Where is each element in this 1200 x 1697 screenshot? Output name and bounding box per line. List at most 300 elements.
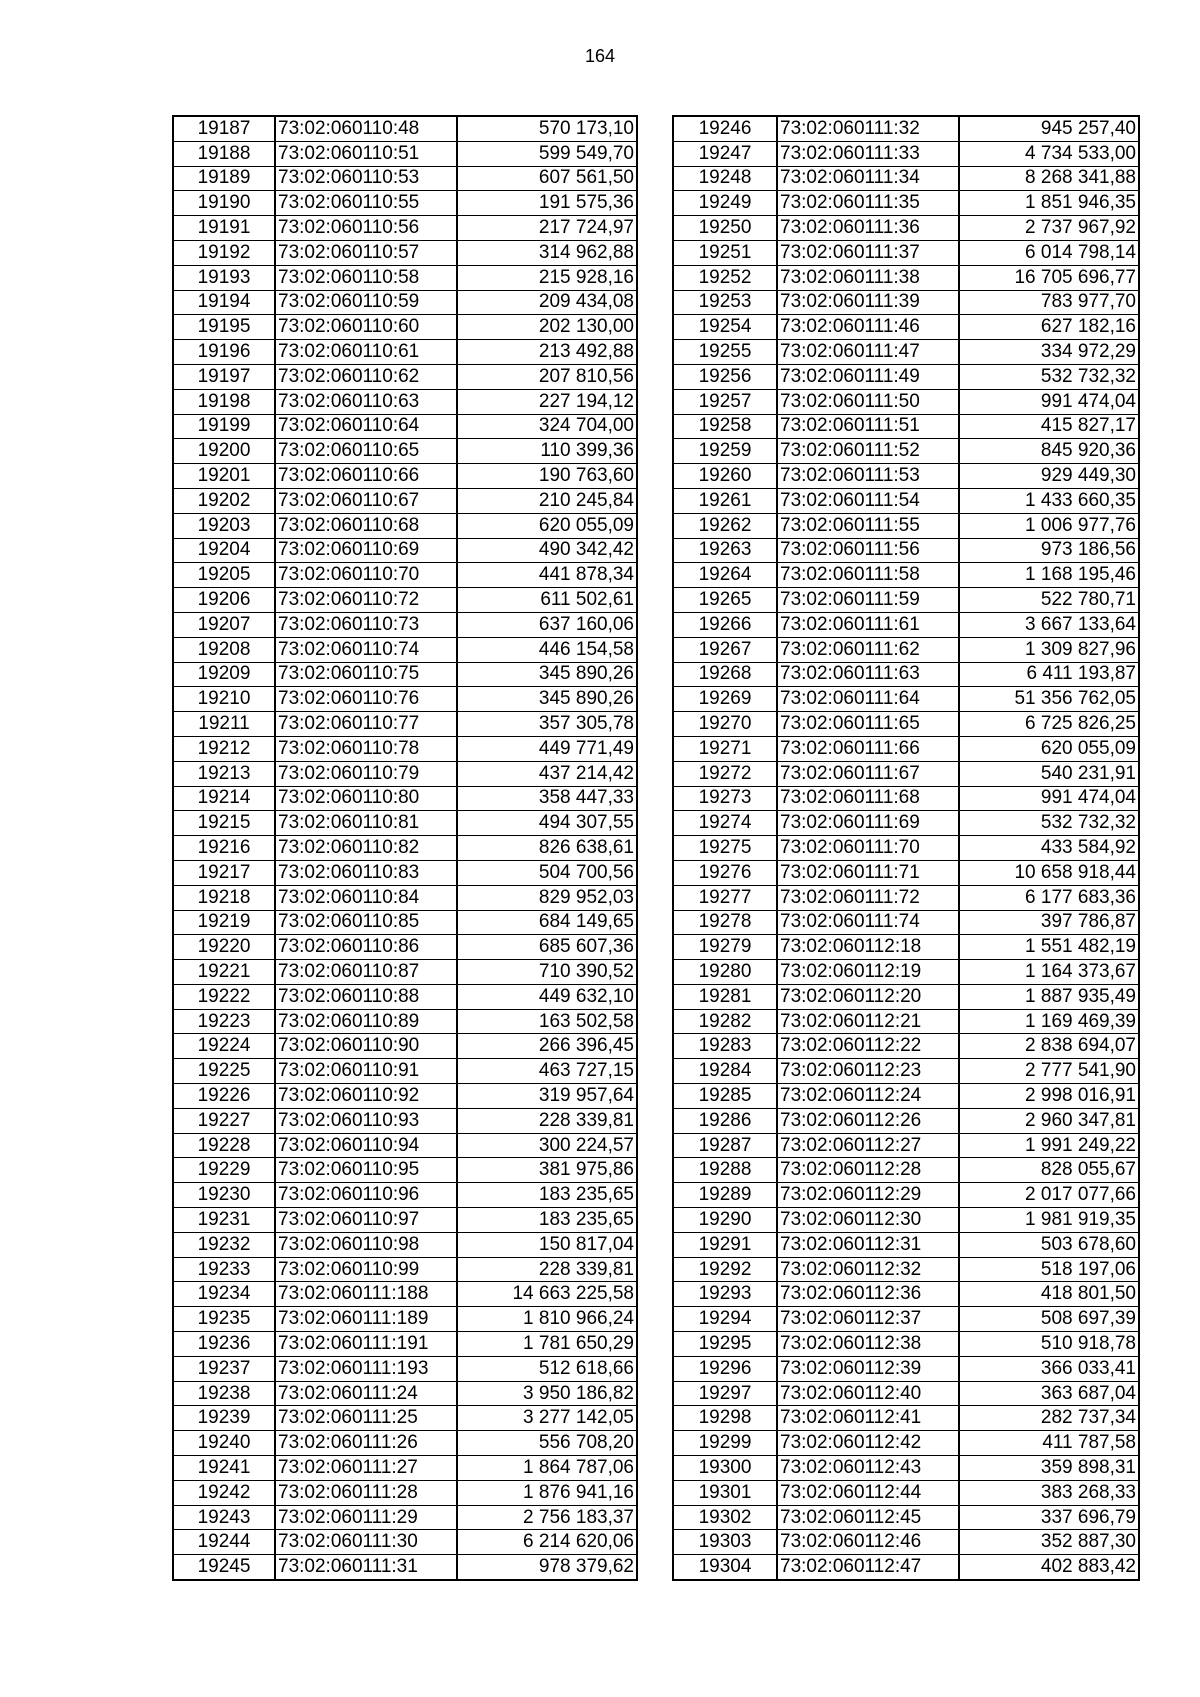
right-table-body xyxy=(673,116,1139,1580)
table-row xyxy=(173,637,637,662)
value-cell: 2 777 541,90 xyxy=(959,1059,1139,1084)
table-row xyxy=(173,1108,637,1133)
row-number-cell: 19299 xyxy=(673,1431,777,1456)
row-number-cell: 19280 xyxy=(673,960,777,985)
table-row xyxy=(673,860,1139,885)
row-number-cell: 19259 xyxy=(673,439,777,464)
row-number-cell: 19273 xyxy=(673,786,777,811)
cadastral-number-cell: 73:02:060110:97 xyxy=(275,1208,457,1233)
cadastral-number-cell: 73:02:060111:70 xyxy=(777,836,959,861)
row-number-cell: 19294 xyxy=(673,1307,777,1332)
cadastral-number-cell: 73:02:060111:30 xyxy=(275,1530,457,1555)
value-cell: 163 502,58 xyxy=(457,1009,637,1034)
value-cell: 1 887 935,49 xyxy=(959,984,1139,1009)
value-cell: 490 342,42 xyxy=(457,538,637,563)
value-cell: 359 898,31 xyxy=(959,1456,1139,1481)
cadastral-number-cell: 73:02:060110:75 xyxy=(275,662,457,687)
table-row xyxy=(673,1505,1139,1530)
cadastral-number-cell: 73:02:060111:50 xyxy=(777,389,959,414)
table-row xyxy=(173,1431,637,1456)
value-cell: 3 950 186,82 xyxy=(457,1381,637,1406)
table-row xyxy=(173,1381,637,1406)
cadastral-number-cell: 73:02:060111:25 xyxy=(275,1406,457,1431)
value-cell: 1 810 966,24 xyxy=(457,1307,637,1332)
value-cell: 215 928,16 xyxy=(457,265,637,290)
row-number-cell: 19296 xyxy=(673,1356,777,1381)
value-cell: 828 055,67 xyxy=(959,1158,1139,1183)
row-number-cell: 19268 xyxy=(673,662,777,687)
value-cell: 522 780,71 xyxy=(959,588,1139,613)
cadastral-number-cell: 73:02:060110:76 xyxy=(275,687,457,712)
row-number-cell: 19287 xyxy=(673,1133,777,1158)
row-number-cell: 19198 xyxy=(173,389,275,414)
table-row xyxy=(673,563,1139,588)
cadastral-number-cell: 73:02:060112:44 xyxy=(777,1480,959,1505)
table-row xyxy=(673,1307,1139,1332)
row-number-cell: 19283 xyxy=(673,1034,777,1059)
row-number-cell: 19269 xyxy=(673,687,777,712)
cadastral-number-cell: 73:02:060112:36 xyxy=(777,1282,959,1307)
table-row xyxy=(173,1232,637,1257)
row-number-cell: 19209 xyxy=(173,662,275,687)
row-number-cell: 19196 xyxy=(173,340,275,365)
table-row xyxy=(673,265,1139,290)
table-row xyxy=(673,538,1139,563)
cadastral-number-cell: 73:02:060110:87 xyxy=(275,960,457,985)
cadastral-number-cell: 73:02:060110:67 xyxy=(275,488,457,513)
row-number-cell: 19292 xyxy=(673,1257,777,1282)
cadastral-number-cell: 73:02:060111:68 xyxy=(777,786,959,811)
table-row xyxy=(673,984,1139,1009)
value-cell: 213 492,88 xyxy=(457,340,637,365)
table-row xyxy=(673,1034,1139,1059)
cadastral-number-cell: 73:02:060110:81 xyxy=(275,811,457,836)
cadastral-number-cell: 73:02:060110:91 xyxy=(275,1059,457,1084)
table-row xyxy=(173,315,637,340)
table-row xyxy=(673,364,1139,389)
cadastral-number-cell: 73:02:060111:27 xyxy=(275,1456,457,1481)
table-row xyxy=(173,885,637,910)
value-cell: 2 737 967,92 xyxy=(959,216,1139,241)
row-number-cell: 19210 xyxy=(173,687,275,712)
row-number-cell: 19298 xyxy=(673,1406,777,1431)
cadastral-number-cell: 73:02:060112:23 xyxy=(777,1059,959,1084)
value-cell: 512 618,66 xyxy=(457,1356,637,1381)
cadastral-number-cell: 73:02:060111:58 xyxy=(777,563,959,588)
table-row xyxy=(673,1406,1139,1431)
value-cell: 449 632,10 xyxy=(457,984,637,1009)
row-number-cell: 19281 xyxy=(673,984,777,1009)
table-row xyxy=(173,389,637,414)
table-row xyxy=(173,1356,637,1381)
value-cell: 978 379,62 xyxy=(457,1555,637,1580)
table-row xyxy=(673,1133,1139,1158)
cadastral-number-cell: 73:02:060111:54 xyxy=(777,488,959,513)
cadastral-number-cell: 73:02:060110:83 xyxy=(275,860,457,885)
table-row xyxy=(673,712,1139,737)
row-number-cell: 19246 xyxy=(673,116,777,141)
row-number-cell: 19267 xyxy=(673,637,777,662)
table-row xyxy=(673,1431,1139,1456)
value-cell: 1 876 941,16 xyxy=(457,1480,637,1505)
table-row xyxy=(173,240,637,265)
value-cell: 357 305,78 xyxy=(457,712,637,737)
table-row xyxy=(673,389,1139,414)
table-row xyxy=(173,216,637,241)
row-number-cell: 19240 xyxy=(173,1431,275,1456)
cadastral-number-cell: 73:02:060112:45 xyxy=(777,1505,959,1530)
table-row xyxy=(173,1133,637,1158)
table-row xyxy=(673,1108,1139,1133)
row-number-cell: 19297 xyxy=(673,1381,777,1406)
value-cell: 319 957,64 xyxy=(457,1084,637,1109)
value-cell: 228 339,81 xyxy=(457,1257,637,1282)
cadastral-number-cell: 73:02:060112:38 xyxy=(777,1332,959,1357)
table-row xyxy=(673,414,1139,439)
table-row xyxy=(173,191,637,216)
row-number-cell: 19222 xyxy=(173,984,275,1009)
cadastral-number-cell: 73:02:060112:47 xyxy=(777,1555,959,1580)
cadastral-number-cell: 73:02:060110:55 xyxy=(275,191,457,216)
row-number-cell: 19194 xyxy=(173,290,275,315)
value-cell: 183 235,65 xyxy=(457,1183,637,1208)
row-number-cell: 19256 xyxy=(673,364,777,389)
value-cell: 504 700,56 xyxy=(457,860,637,885)
cadastral-number-cell: 73:02:060112:19 xyxy=(777,960,959,985)
row-number-cell: 19262 xyxy=(673,513,777,538)
table-row xyxy=(673,1381,1139,1406)
value-cell: 397 786,87 xyxy=(959,910,1139,935)
value-cell: 710 390,52 xyxy=(457,960,637,985)
table-row xyxy=(673,240,1139,265)
row-number-cell: 19270 xyxy=(673,712,777,737)
cadastral-number-cell: 73:02:060111:59 xyxy=(777,588,959,613)
table-row xyxy=(173,1158,637,1183)
table-row xyxy=(173,488,637,513)
cadastral-number-cell: 73:02:060110:72 xyxy=(275,588,457,613)
value-cell: 209 434,08 xyxy=(457,290,637,315)
value-cell: 227 194,12 xyxy=(457,389,637,414)
table-row xyxy=(673,935,1139,960)
table-row xyxy=(673,612,1139,637)
cadastral-number-cell: 73:02:060111:53 xyxy=(777,464,959,489)
row-number-cell: 19261 xyxy=(673,488,777,513)
cadastral-number-cell: 73:02:060110:78 xyxy=(275,736,457,761)
cadastral-number-cell: 73:02:060111:66 xyxy=(777,736,959,761)
value-cell: 16 705 696,77 xyxy=(959,265,1139,290)
value-cell: 10 658 918,44 xyxy=(959,860,1139,885)
row-number-cell: 19193 xyxy=(173,265,275,290)
cadastral-number-cell: 73:02:060110:89 xyxy=(275,1009,457,1034)
cadastral-number-cell: 73:02:060110:53 xyxy=(275,166,457,191)
value-cell: 1 164 373,67 xyxy=(959,960,1139,985)
cadastral-number-cell: 73:02:060112:41 xyxy=(777,1406,959,1431)
value-cell: 383 268,33 xyxy=(959,1480,1139,1505)
table-row xyxy=(173,513,637,538)
row-number-cell: 19226 xyxy=(173,1084,275,1109)
table-row xyxy=(673,736,1139,761)
table-row xyxy=(173,414,637,439)
value-cell: 352 887,30 xyxy=(959,1530,1139,1555)
table-row xyxy=(173,1009,637,1034)
cadastral-number-cell: 73:02:060111:64 xyxy=(777,687,959,712)
row-number-cell: 19250 xyxy=(673,216,777,241)
row-number-cell: 19218 xyxy=(173,885,275,910)
left-table-body xyxy=(173,116,637,1580)
cadastral-number-cell: 73:02:060111:26 xyxy=(275,1431,457,1456)
value-cell: 2 756 183,37 xyxy=(457,1505,637,1530)
row-number-cell: 19266 xyxy=(673,612,777,637)
value-cell: 3 277 142,05 xyxy=(457,1406,637,1431)
cadastral-number-cell: 73:02:060110:63 xyxy=(275,389,457,414)
row-number-cell: 19216 xyxy=(173,836,275,861)
row-number-cell: 19275 xyxy=(673,836,777,861)
cadastral-number-cell: 73:02:060111:29 xyxy=(275,1505,457,1530)
row-number-cell: 19220 xyxy=(173,935,275,960)
cadastral-number-cell: 73:02:060111:61 xyxy=(777,612,959,637)
cadastral-number-cell: 73:02:060111:28 xyxy=(275,1480,457,1505)
value-cell: 334 972,29 xyxy=(959,340,1139,365)
row-number-cell: 19241 xyxy=(173,1456,275,1481)
cadastral-number-cell: 73:02:060110:77 xyxy=(275,712,457,737)
cadastral-number-cell: 73:02:060112:42 xyxy=(777,1431,959,1456)
value-cell: 532 732,32 xyxy=(959,364,1139,389)
row-number-cell: 19263 xyxy=(673,538,777,563)
value-cell: 463 727,15 xyxy=(457,1059,637,1084)
table-row xyxy=(173,1208,637,1233)
value-cell: 228 339,81 xyxy=(457,1108,637,1133)
cadastral-number-cell: 73:02:060110:58 xyxy=(275,265,457,290)
row-number-cell: 19200 xyxy=(173,439,275,464)
row-number-cell: 19293 xyxy=(673,1282,777,1307)
table-row xyxy=(673,1456,1139,1481)
cadastral-number-cell: 73:02:060110:84 xyxy=(275,885,457,910)
table-row xyxy=(673,166,1139,191)
cadastral-number-cell: 73:02:060110:48 xyxy=(275,116,457,141)
table-row xyxy=(173,1406,637,1431)
table-row xyxy=(673,1059,1139,1084)
table-row xyxy=(173,340,637,365)
row-number-cell: 19205 xyxy=(173,563,275,588)
value-cell: 6 014 798,14 xyxy=(959,240,1139,265)
value-cell: 845 920,36 xyxy=(959,439,1139,464)
table-row xyxy=(173,1332,637,1357)
value-cell: 446 154,58 xyxy=(457,637,637,662)
table-row xyxy=(673,1332,1139,1357)
value-cell: 449 771,49 xyxy=(457,736,637,761)
value-cell: 2 838 694,07 xyxy=(959,1034,1139,1059)
table-row xyxy=(173,166,637,191)
row-number-cell: 19223 xyxy=(173,1009,275,1034)
cadastral-number-cell: 73:02:060112:31 xyxy=(777,1232,959,1257)
value-cell: 300 224,57 xyxy=(457,1133,637,1158)
table-row xyxy=(673,588,1139,613)
cadastral-number-cell: 73:02:060111:35 xyxy=(777,191,959,216)
table-row xyxy=(673,340,1139,365)
table-row xyxy=(673,1009,1139,1034)
cadastral-number-cell: 73:02:060110:64 xyxy=(275,414,457,439)
row-number-cell: 19189 xyxy=(173,166,275,191)
cadastral-number-cell: 73:02:060111:51 xyxy=(777,414,959,439)
cadastral-number-cell: 73:02:060111:34 xyxy=(777,166,959,191)
row-number-cell: 19233 xyxy=(173,1257,275,1282)
right-data-table xyxy=(672,115,1140,1581)
cadastral-number-cell: 73:02:060111:55 xyxy=(777,513,959,538)
cadastral-number-cell: 73:02:060112:21 xyxy=(777,1009,959,1034)
table-row xyxy=(673,315,1139,340)
cadastral-number-cell: 73:02:060111:189 xyxy=(275,1307,457,1332)
value-cell: 337 696,79 xyxy=(959,1505,1139,1530)
value-cell: 282 737,34 xyxy=(959,1406,1139,1431)
cadastral-number-cell: 73:02:060110:98 xyxy=(275,1232,457,1257)
value-cell: 826 638,61 xyxy=(457,836,637,861)
table-row xyxy=(673,116,1139,141)
row-number-cell: 19207 xyxy=(173,612,275,637)
table-row xyxy=(673,786,1139,811)
row-number-cell: 19300 xyxy=(673,1456,777,1481)
value-cell: 620 055,09 xyxy=(457,513,637,538)
table-row xyxy=(173,960,637,985)
cadastral-number-cell: 73:02:060110:88 xyxy=(275,984,457,1009)
table-row xyxy=(173,1456,637,1481)
cadastral-number-cell: 73:02:060111:32 xyxy=(777,116,959,141)
value-cell: 637 160,06 xyxy=(457,612,637,637)
cadastral-number-cell: 73:02:060110:86 xyxy=(275,935,457,960)
table-row xyxy=(673,1530,1139,1555)
value-cell: 418 801,50 xyxy=(959,1282,1139,1307)
cadastral-number-cell: 73:02:060111:24 xyxy=(275,1381,457,1406)
row-number-cell: 19247 xyxy=(673,141,777,166)
value-cell: 1 991 249,22 xyxy=(959,1133,1139,1158)
row-number-cell: 19255 xyxy=(673,340,777,365)
cadastral-number-cell: 73:02:060111:52 xyxy=(777,439,959,464)
value-cell: 627 182,16 xyxy=(959,315,1139,340)
cadastral-number-cell: 73:02:060111:62 xyxy=(777,637,959,662)
table-row xyxy=(673,910,1139,935)
row-number-cell: 19301 xyxy=(673,1480,777,1505)
value-cell: 929 449,30 xyxy=(959,464,1139,489)
table-row xyxy=(673,1480,1139,1505)
value-cell: 532 732,32 xyxy=(959,811,1139,836)
value-cell: 402 883,42 xyxy=(959,1555,1139,1580)
row-number-cell: 19249 xyxy=(673,191,777,216)
cadastral-number-cell: 73:02:060112:27 xyxy=(777,1133,959,1158)
row-number-cell: 19245 xyxy=(173,1555,275,1580)
value-cell: 556 708,20 xyxy=(457,1431,637,1456)
row-number-cell: 19201 xyxy=(173,464,275,489)
table-row xyxy=(173,538,637,563)
cadastral-number-cell: 73:02:060112:46 xyxy=(777,1530,959,1555)
row-number-cell: 19237 xyxy=(173,1356,275,1381)
cadastral-number-cell: 73:02:060110:60 xyxy=(275,315,457,340)
table-row xyxy=(173,836,637,861)
row-number-cell: 19195 xyxy=(173,315,275,340)
cadastral-number-cell: 73:02:060112:37 xyxy=(777,1307,959,1332)
cadastral-number-cell: 73:02:060110:80 xyxy=(275,786,457,811)
value-cell: 620 055,09 xyxy=(959,736,1139,761)
value-cell: 150 817,04 xyxy=(457,1232,637,1257)
table-row xyxy=(673,637,1139,662)
row-number-cell: 19282 xyxy=(673,1009,777,1034)
value-cell: 684 149,65 xyxy=(457,910,637,935)
cadastral-number-cell: 73:02:060111:49 xyxy=(777,364,959,389)
table-row xyxy=(173,1257,637,1282)
value-cell: 1 781 650,29 xyxy=(457,1332,637,1357)
table-row xyxy=(673,1356,1139,1381)
value-cell: 1 006 977,76 xyxy=(959,513,1139,538)
row-number-cell: 19213 xyxy=(173,761,275,786)
value-cell: 1 981 919,35 xyxy=(959,1208,1139,1233)
row-number-cell: 19235 xyxy=(173,1307,275,1332)
value-cell: 437 214,42 xyxy=(457,761,637,786)
table-row xyxy=(673,1158,1139,1183)
row-number-cell: 19278 xyxy=(673,910,777,935)
row-number-cell: 19211 xyxy=(173,712,275,737)
value-cell: 345 890,26 xyxy=(457,687,637,712)
table-row xyxy=(173,860,637,885)
cadastral-number-cell: 73:02:060111:46 xyxy=(777,315,959,340)
value-cell: 945 257,40 xyxy=(959,116,1139,141)
value-cell: 202 130,00 xyxy=(457,315,637,340)
cadastral-number-cell: 73:02:060110:51 xyxy=(275,141,457,166)
cadastral-number-cell: 73:02:060110:82 xyxy=(275,836,457,861)
row-number-cell: 19204 xyxy=(173,538,275,563)
table-row xyxy=(173,290,637,315)
row-number-cell: 19276 xyxy=(673,860,777,885)
row-number-cell: 19286 xyxy=(673,1108,777,1133)
value-cell: 685 607,36 xyxy=(457,935,637,960)
row-number-cell: 19230 xyxy=(173,1183,275,1208)
cadastral-number-cell: 73:02:060111:74 xyxy=(777,910,959,935)
value-cell: 314 962,88 xyxy=(457,240,637,265)
row-number-cell: 19244 xyxy=(173,1530,275,1555)
row-number-cell: 19271 xyxy=(673,736,777,761)
table-row xyxy=(673,464,1139,489)
table-row xyxy=(673,1183,1139,1208)
table-row xyxy=(673,513,1139,538)
value-cell: 381 975,86 xyxy=(457,1158,637,1183)
cadastral-number-cell: 73:02:060110:94 xyxy=(275,1133,457,1158)
value-cell: 51 356 762,05 xyxy=(959,687,1139,712)
row-number-cell: 19238 xyxy=(173,1381,275,1406)
row-number-cell: 19265 xyxy=(673,588,777,613)
cadastral-number-cell: 73:02:060110:65 xyxy=(275,439,457,464)
table-row xyxy=(173,786,637,811)
cadastral-number-cell: 73:02:060112:26 xyxy=(777,1108,959,1133)
table-row xyxy=(173,588,637,613)
cadastral-number-cell: 73:02:060112:18 xyxy=(777,935,959,960)
row-number-cell: 19243 xyxy=(173,1505,275,1530)
page-number: 164 xyxy=(584,46,616,66)
value-cell: 973 186,56 xyxy=(959,538,1139,563)
row-number-cell: 19252 xyxy=(673,265,777,290)
row-number-cell: 19234 xyxy=(173,1282,275,1307)
row-number-cell: 19254 xyxy=(673,315,777,340)
cadastral-number-cell: 73:02:060111:36 xyxy=(777,216,959,241)
table-row xyxy=(173,364,637,389)
value-cell: 2 960 347,81 xyxy=(959,1108,1139,1133)
cadastral-number-cell: 73:02:060111:188 xyxy=(275,1282,457,1307)
row-number-cell: 19215 xyxy=(173,811,275,836)
value-cell: 1 433 660,35 xyxy=(959,488,1139,513)
cadastral-number-cell: 73:02:060110:56 xyxy=(275,216,457,241)
value-cell: 991 474,04 xyxy=(959,389,1139,414)
value-cell: 6 214 620,06 xyxy=(457,1530,637,1555)
table-row xyxy=(673,1282,1139,1307)
row-number-cell: 19302 xyxy=(673,1505,777,1530)
row-number-cell: 19232 xyxy=(173,1232,275,1257)
table-row xyxy=(673,488,1139,513)
